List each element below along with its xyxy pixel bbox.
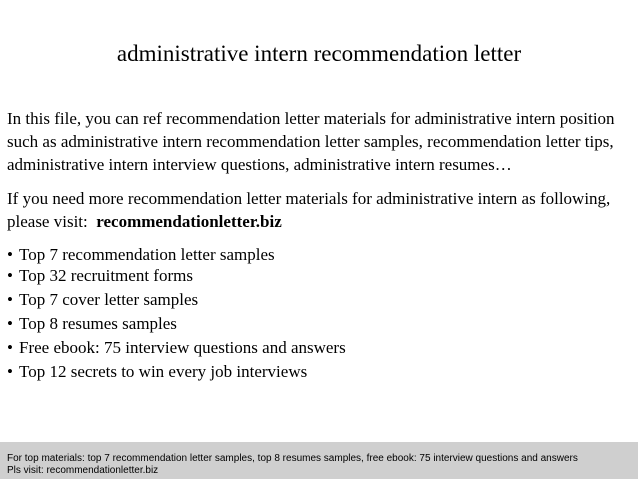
bullet-icon: •	[7, 338, 13, 357]
list-item-label: Top 8 resumes samples	[19, 314, 177, 333]
website-link[interactable]: recommendationletter.biz	[96, 212, 282, 231]
bullet-icon: •	[7, 362, 13, 381]
visit-text: If you need more recommendation letter materials for administrative intern as following, please visit:	[7, 189, 611, 231]
bullet-icon: •	[7, 245, 13, 264]
list-item-label: Free ebook: 75 interview questions and answers	[19, 338, 346, 357]
list-item	[7, 362, 307, 382]
intro-paragraph: In this file, you can ref recommendation letter materials for administrative intern position such as administrative intern recommendation letter samples, recommendation letter tips, administrative intern interview questions, administrative intern resumes…	[7, 109, 615, 174]
list-item	[7, 290, 198, 310]
footer-line-visit[interactable]: Pls visit: recommendationletter.biz	[7, 465, 159, 476]
footer-bar	[0, 442, 638, 479]
list-item-label: Top 12 secrets to win every job interviews	[19, 362, 308, 381]
list-item-label: Top 7 recommendation letter samples	[19, 245, 275, 264]
list-item	[7, 314, 177, 334]
list-item	[7, 338, 346, 358]
bullet-icon: •	[7, 290, 13, 309]
visit-paragraph	[7, 187, 635, 233]
list-item	[7, 266, 193, 286]
list-item-label: Top 32 recruitment forms	[19, 266, 193, 285]
footer-line-materials: For top materials: top 7 recommendation letter samples, top 8 resumes samples, free ebook: 75 interview questions and answers	[7, 453, 578, 464]
list-item-label: Top 7 cover letter samples	[19, 290, 199, 309]
bullet-icon: •	[7, 314, 13, 333]
list-item	[7, 245, 275, 265]
page-title: administrative intern recommendation letter	[116, 41, 522, 66]
bullet-icon: •	[7, 266, 13, 285]
